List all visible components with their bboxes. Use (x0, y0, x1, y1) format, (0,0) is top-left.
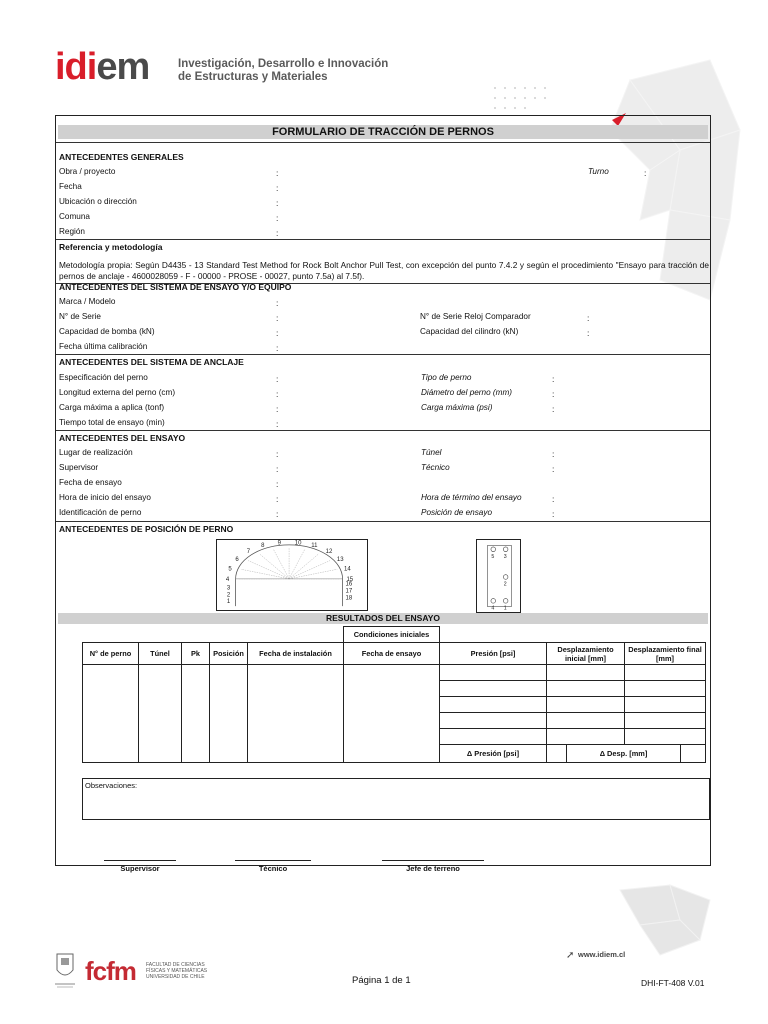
arc-position-number: 9 (277, 540, 281, 547)
header-fecha-ensayo: Fecha de ensayo (344, 643, 440, 665)
arc-position-number: 12 (325, 548, 333, 555)
cell-desp-final[interactable] (625, 665, 706, 681)
label-especificacion: Especificación del perno (59, 373, 148, 382)
arc-position-number: 3 (226, 585, 231, 592)
label-fecha: Fecha (59, 182, 82, 191)
signature-tecnico: Técnico (258, 864, 288, 873)
cell-presion[interactable] (440, 729, 547, 745)
label-comuna: Comuna (59, 212, 90, 221)
label-carga-tonf: Carga máxima a aplica (tonf) (59, 403, 165, 412)
label-supervisor: Supervisor (59, 463, 99, 472)
colon: : (276, 343, 279, 353)
delta-presion-value[interactable] (547, 745, 567, 762)
arc-ray (248, 561, 289, 579)
colon: : (276, 449, 279, 459)
colon: : (276, 328, 279, 338)
section-generales-title: ANTECEDENTES GENERALES (59, 152, 184, 162)
metodologia-text: Metodología propia: Según D4435 - 13 Standard Test Method for Rock Bolt Anchor Pull Test, con excepción del punto 7.4.2 y según el procedimiento "Ensayo para tracción de pernos de anclaje - 4600028059 - F - 00000 - PROSE - 00027, punto 7.5a) al 7.5f). (59, 260, 709, 281)
label-marca: Marca / Modelo (59, 297, 116, 306)
arc-position-number: 18 (345, 595, 353, 602)
colon: : (276, 313, 279, 323)
colon: : (276, 404, 279, 414)
label-capacidad-bomba: Capacidad de bomba (kN) (59, 327, 155, 336)
logo-text-dark: em (96, 46, 150, 88)
cell-presion[interactable] (440, 697, 547, 713)
arc-position-number: 7 (246, 548, 251, 555)
label-region: Región (59, 227, 85, 236)
delta-presion-label: Δ Presión [psi] (440, 745, 547, 763)
colon: : (552, 464, 555, 474)
header-desp-final: Desplazamiento final [mm] (625, 643, 706, 665)
header-fecha-instalacion: Fecha de instalación (248, 643, 344, 665)
tagline-line-2: de Estructuras y Materiales (178, 71, 328, 83)
label-fecha-ensayo: Fecha de ensayo (59, 478, 122, 487)
colon: : (276, 419, 279, 429)
label-identificacion: Identificación de perno (59, 508, 142, 517)
label-calibracion: Fecha última calibración (59, 342, 148, 351)
arc-ray (259, 554, 289, 579)
label-hora-inicio: Hora de inicio del ensayo (59, 493, 151, 502)
cell-tunel[interactable] (139, 665, 182, 763)
arc-position-number: 6 (235, 556, 239, 563)
cell-desp-inicial[interactable] (547, 665, 625, 681)
header-pk: Pk (182, 643, 210, 665)
section-equipo-title: ANTECEDENTES DEL SISTEMA DE ENSAYO Y/O EQUIPO (59, 282, 292, 292)
colon: : (552, 374, 555, 384)
colon: : (552, 404, 555, 414)
fcfm-subtitle (146, 962, 207, 980)
label-obra: Obra / proyecto (59, 167, 116, 176)
cell-presion[interactable] (440, 713, 547, 729)
label-serie-reloj: N° de Serie Reloj Comparador (420, 312, 531, 321)
colon: : (276, 479, 279, 489)
colon: : (276, 509, 279, 519)
label-lugar: Lugar de realización (59, 448, 133, 457)
colon: : (276, 213, 279, 223)
cell-desp-inicial[interactable] (547, 681, 625, 697)
header-desp-inicial: Desplazamiento inicial [mm] (547, 643, 625, 665)
signature-line (104, 860, 176, 861)
arc-position-number: 5 (228, 566, 232, 573)
arc-position-number: 8 (261, 543, 265, 550)
arc-position-number: 10 (294, 540, 302, 547)
colon: : (276, 183, 279, 193)
colon: : (276, 464, 279, 474)
label-serie: N° de Serie (59, 312, 101, 321)
header-posicion: Posición (210, 643, 248, 665)
label-tipo-perno: Tipo de perno (421, 373, 472, 382)
cell-desp-final[interactable] (625, 681, 706, 697)
fcfm-logo: fcfm (85, 956, 136, 986)
header-tunel: Túnel (139, 643, 182, 665)
label-ubicacion: Ubicación o dirección (59, 197, 137, 206)
cell-fecha-ensayo[interactable] (344, 665, 440, 763)
colon: : (644, 168, 647, 178)
delta-desp-value[interactable] (680, 745, 705, 762)
section-anclaje-title: ANTECEDENTES DEL SISTEMA DE ANCLAJE (59, 357, 244, 367)
cell-desp-final[interactable] (625, 697, 706, 713)
arc-position-number: 14 (344, 566, 351, 573)
delta-desp-label: Δ Desp. [mm] (599, 749, 648, 758)
arc-ray (273, 549, 289, 579)
colon: : (276, 494, 279, 504)
observaciones-box[interactable] (82, 778, 710, 820)
colon: : (276, 374, 279, 384)
arc-position-number: 17 (345, 588, 353, 595)
form-frame (55, 115, 711, 873)
signature-line (235, 860, 311, 861)
arc-ray (289, 569, 337, 579)
colon: : (552, 449, 555, 459)
colon: : (276, 298, 279, 308)
page-number: Página 1 de 1 (352, 975, 411, 986)
divider (56, 142, 710, 143)
label-tecnico: Técnico (421, 463, 450, 472)
universidad-de-chile-seal (52, 950, 78, 990)
header-n-perno: N° de perno (83, 643, 139, 665)
plate-number: 4 (491, 605, 495, 612)
cell-desp-inicial[interactable] (547, 697, 625, 713)
plate-number: 3 (503, 553, 507, 560)
tunnel-position-diagram (216, 539, 368, 611)
label-diametro: Diámetro del perno (mm) (421, 388, 512, 397)
divider (56, 354, 710, 355)
results-band: RESULTADOS DEL ENSAYO (58, 613, 708, 624)
form-title: FORMULARIO DE TRACCIÓN DE PERNOS (58, 125, 708, 139)
footer-decorative-polygons (560, 880, 720, 960)
colon: : (552, 494, 555, 504)
tagline-line-1: Investigación, Desarrollo e Innovación (178, 58, 389, 70)
cell-desp-final[interactable] (625, 729, 706, 745)
fcfm-sub-line: UNIVERSIDAD DE CHILE (146, 974, 205, 980)
label-longitud: Longitud externa del perno (cm) (59, 388, 176, 397)
arc-position-number: 11 (311, 543, 318, 550)
document-code: DHI-FT-408 V.01 (641, 978, 705, 988)
footer-url[interactable]: www.idiem.cl (578, 950, 626, 959)
arc-position-number: 4 (225, 576, 230, 583)
arc-position-number: 13 (336, 556, 344, 563)
label-carga-psi: Carga máxima (psi) (421, 403, 493, 412)
cell-desp-final[interactable] (625, 713, 706, 729)
colon: : (587, 328, 590, 338)
plate-number: 1 (503, 605, 507, 612)
arc-ray (289, 561, 330, 579)
colon: : (276, 168, 279, 178)
logo-tagline (178, 58, 388, 84)
fcfm-sub-line: FACULTAD DE CIENCIAS (146, 962, 205, 968)
label-hora-termino: Hora de término del ensayo (421, 493, 522, 502)
divider (56, 521, 710, 522)
cell-fecha-instalacion[interactable] (248, 665, 344, 763)
colon: : (276, 389, 279, 399)
arc-ray (289, 554, 319, 579)
cell-presion[interactable] (440, 665, 547, 681)
cell-perno[interactable] (83, 665, 139, 763)
header-presion: Presión [psi] (440, 643, 547, 665)
plate-number: 5 (491, 553, 495, 560)
condiciones-iniciales: Condiciones iniciales (344, 627, 440, 643)
observaciones-label: Observaciones: (85, 781, 138, 790)
label-tiempo: Tiempo total de ensayo (min) (59, 418, 165, 427)
arc-ray (289, 549, 305, 579)
signature-jefe-terreno: Jefe de terreno (406, 864, 460, 873)
colon: : (276, 198, 279, 208)
results-table (82, 626, 706, 763)
section-referencia-title: Referencia y metodología (59, 242, 163, 252)
logo-text-red: idi (55, 46, 97, 88)
signature-line (382, 860, 484, 861)
section-ensayo-title: ANTECEDENTES DEL ENSAYO (59, 433, 186, 443)
label-turno: Turno (588, 167, 609, 176)
label-capacidad-cilindro: Capacidad del cilindro (kN) (420, 327, 519, 336)
cell-presion[interactable] (440, 681, 547, 697)
colon: : (587, 313, 590, 323)
colon: : (552, 389, 555, 399)
label-posicion-ensayo: Posición de ensayo (421, 508, 493, 517)
colon: : (276, 228, 279, 238)
cell-desp-inicial[interactable] (547, 713, 625, 729)
cell-desp-inicial[interactable] (547, 729, 625, 745)
plate-position-diagram (476, 539, 521, 613)
arc-ray (241, 569, 289, 579)
arc-position-number: 2 (226, 592, 231, 599)
divider (56, 239, 710, 240)
cursor-icon: ➚ (566, 950, 575, 961)
cell-posicion[interactable] (210, 665, 248, 763)
divider (56, 430, 710, 431)
plate-number: 2 (503, 581, 507, 588)
colon: : (552, 509, 555, 519)
arc-position-number: 1 (226, 599, 231, 606)
fcfm-sub-line: FÍSICAS Y MATEMÁTICAS (146, 968, 208, 974)
section-posicion-title: ANTECEDENTES DE POSICIÓN DE PERNO (59, 524, 234, 534)
arc-position-number: 15 (346, 576, 354, 583)
label-tunel: Túnel (421, 448, 442, 457)
signature-supervisor: Supervisor (120, 864, 160, 873)
cell-pk[interactable] (182, 665, 210, 763)
arc-position-number: 16 (345, 581, 353, 588)
